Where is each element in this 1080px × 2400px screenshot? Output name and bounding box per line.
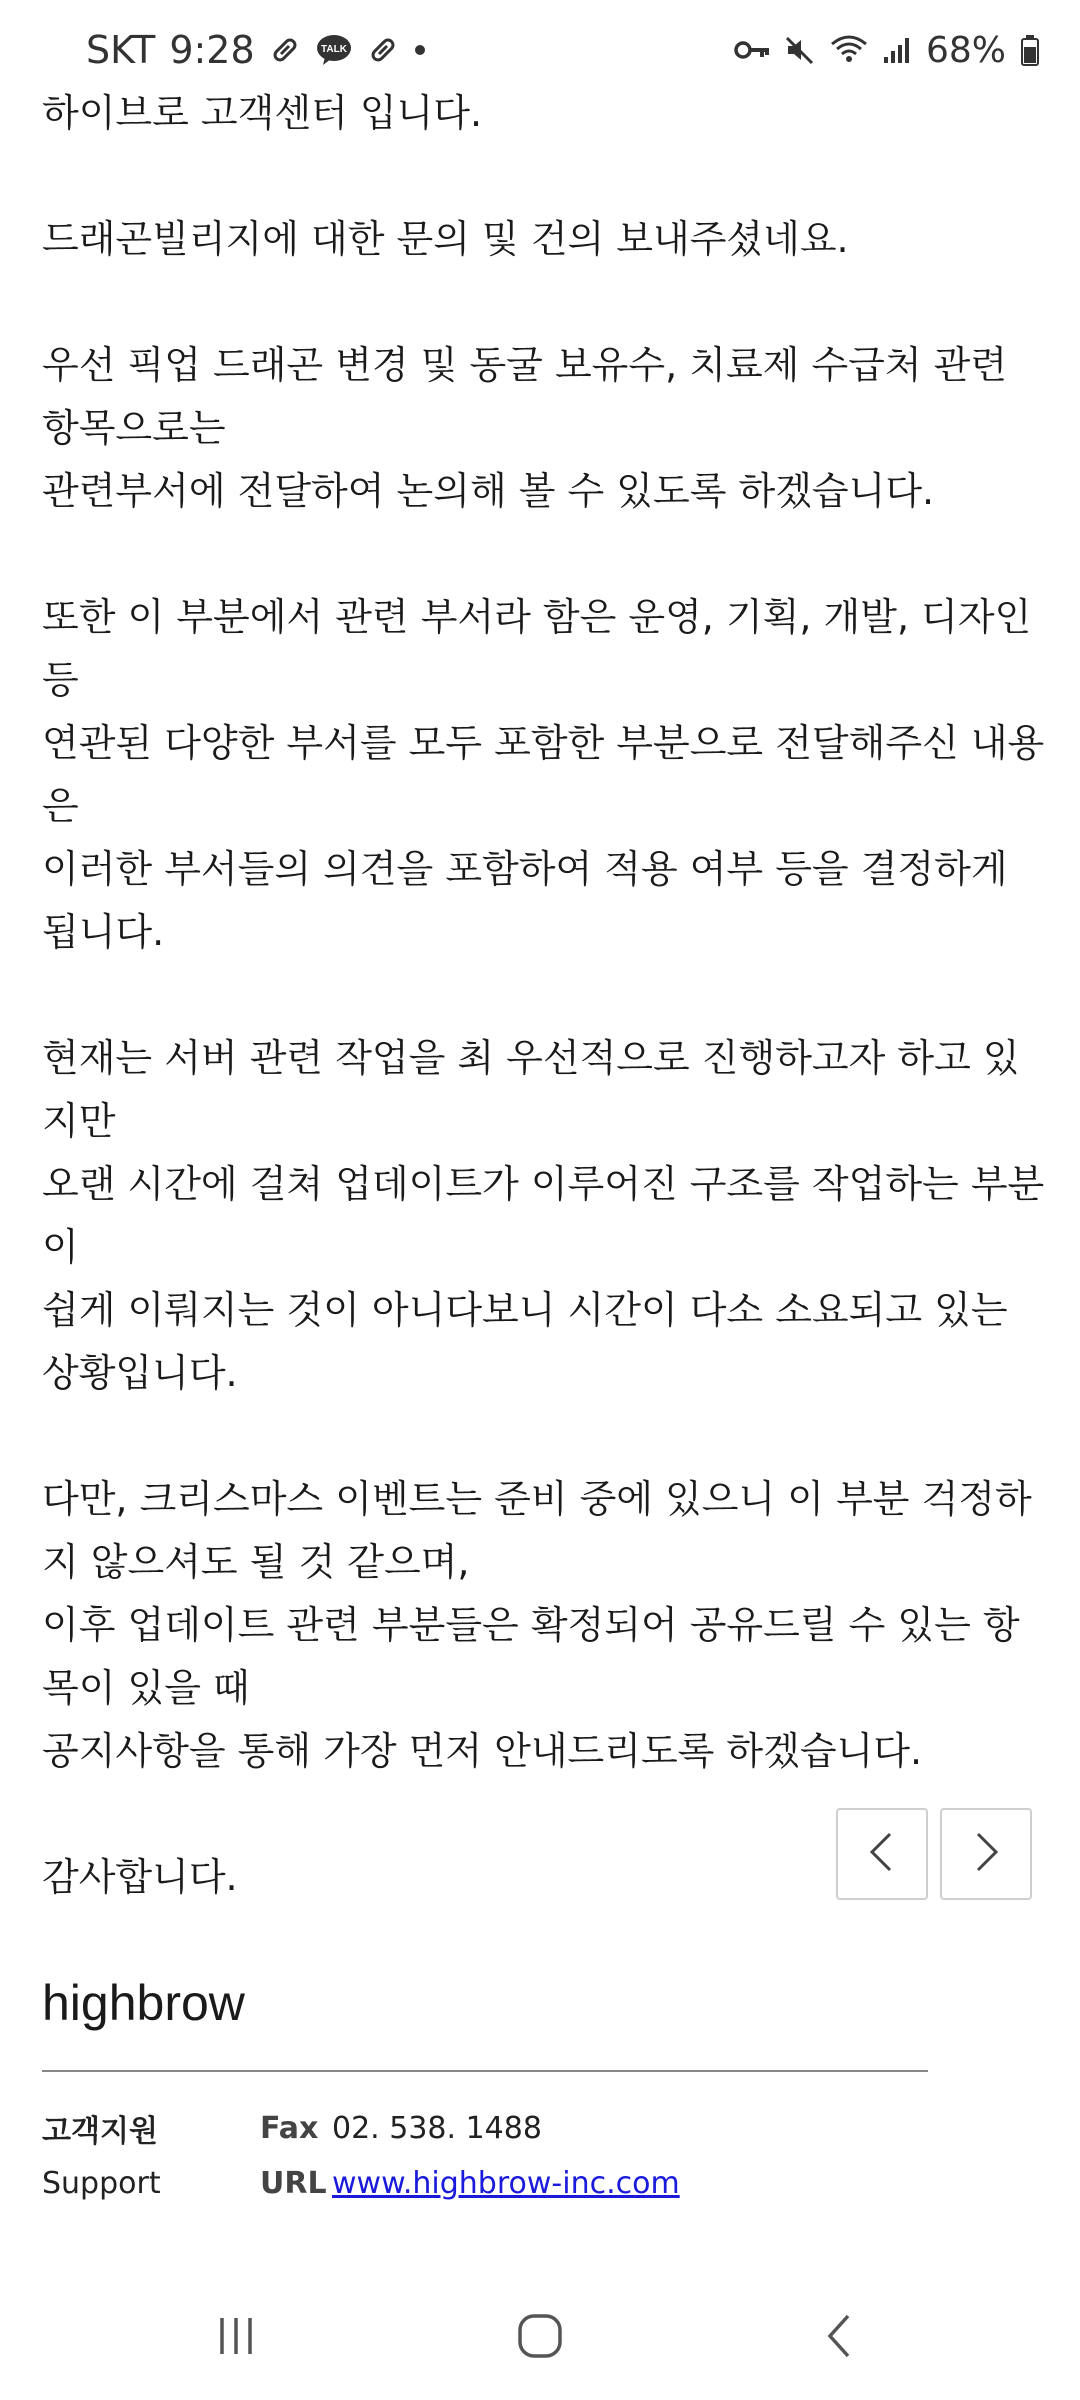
home-icon [516,2312,564,2364]
signature-fax-row [42,2106,542,2150]
email-paragraph: 현재는 서버 관련 작업을 최 우선적으로 진행하고자 하고 있지만 오랜 시간에 걸쳐 업데이트가 이루어진 구조를 작업하는 부분이 쉽게 이뤄지는 것이 아니다보니 시간이 다소 소요되고 있는 상황입니다. [42,1036,1045,1395]
pill-icon [269,34,301,66]
signature-divider [42,2070,928,2072]
brand-logo-text: highbrow [42,1975,245,2031]
pill-icon-2 [367,34,399,66]
email-closing: 감사합니다. [42,1855,238,1899]
signal-icon [882,35,912,65]
support-label-ko: 고객지원 [42,2114,158,2149]
fax-value: 02. 538. 1488 [332,2110,542,2146]
system-navigation-bar [0,2270,1080,2400]
clock: 9:28 [169,28,255,72]
carrier-label: SKT [86,28,156,72]
chevron-right-icon [968,1830,1004,1878]
url-label: URL [260,2166,327,2201]
fax-label: Fax [260,2110,319,2146]
battery-icon [1020,34,1040,66]
signature-url-row [42,2166,680,2201]
status-left [86,22,427,78]
recent-apps-button[interactable] [196,2308,276,2368]
notification-dot-icon [413,43,427,57]
email-paragraph: 또한 이 부분에서 관련 부서라 함은 운영, 기획, 개발, 디자인 등 연관된 다양한 부서를 모두 포함한 부분으로 전달해주신 내용은 이러한 부서들의 의견을 포함하여 적용 여부 등을 결정하게 됩니다. [42,595,1045,954]
status-right [734,22,1040,78]
chevron-left-icon [864,1830,900,1878]
talk-icon [315,33,353,67]
email-paragraph: 우선 픽업 드래곤 변경 및 동굴 보유수, 치료제 수급처 관련 항목으로는 관련부서에 전달하여 논의해 볼 수 있도록 하겠습니다. [42,343,1008,513]
battery-percent: 68% [925,29,1006,71]
svg-text:TALK: TALK [320,44,347,55]
vpn-key-icon [734,38,770,62]
next-message-button[interactable] [940,1808,1032,1900]
recent-apps-icon [214,2314,258,2362]
email-paragraph: 다만, 크리스마스 이벤트는 준비 중에 있으니 이 부분 걱정하지 않으셔도 될 것 같으며, 이후 업데이트 관련 부분들은 확정되어 공유드릴 수 있는 항목이 있을 때 공지사항을 통해 가장 먼저 안내드리도록 하겠습니다. [42,1477,1032,1773]
email-paragraph: 하이브로 고객센터 입니다. [42,91,483,135]
back-button[interactable] [800,2308,880,2368]
message-navigation [836,1808,1032,1900]
email-body [42,82,1052,1909]
email-paragraph: 드래곤빌리지에 대한 문의 및 건의 보내주셨네요. [42,217,849,261]
mute-icon [784,34,816,66]
wifi-icon [830,34,868,66]
home-button[interactable] [500,2308,580,2368]
previous-message-button[interactable] [836,1808,928,1900]
website-link[interactable]: www.highbrow-inc.com [332,2166,680,2201]
back-icon [820,2312,860,2364]
support-label-en: Support [42,2166,161,2201]
